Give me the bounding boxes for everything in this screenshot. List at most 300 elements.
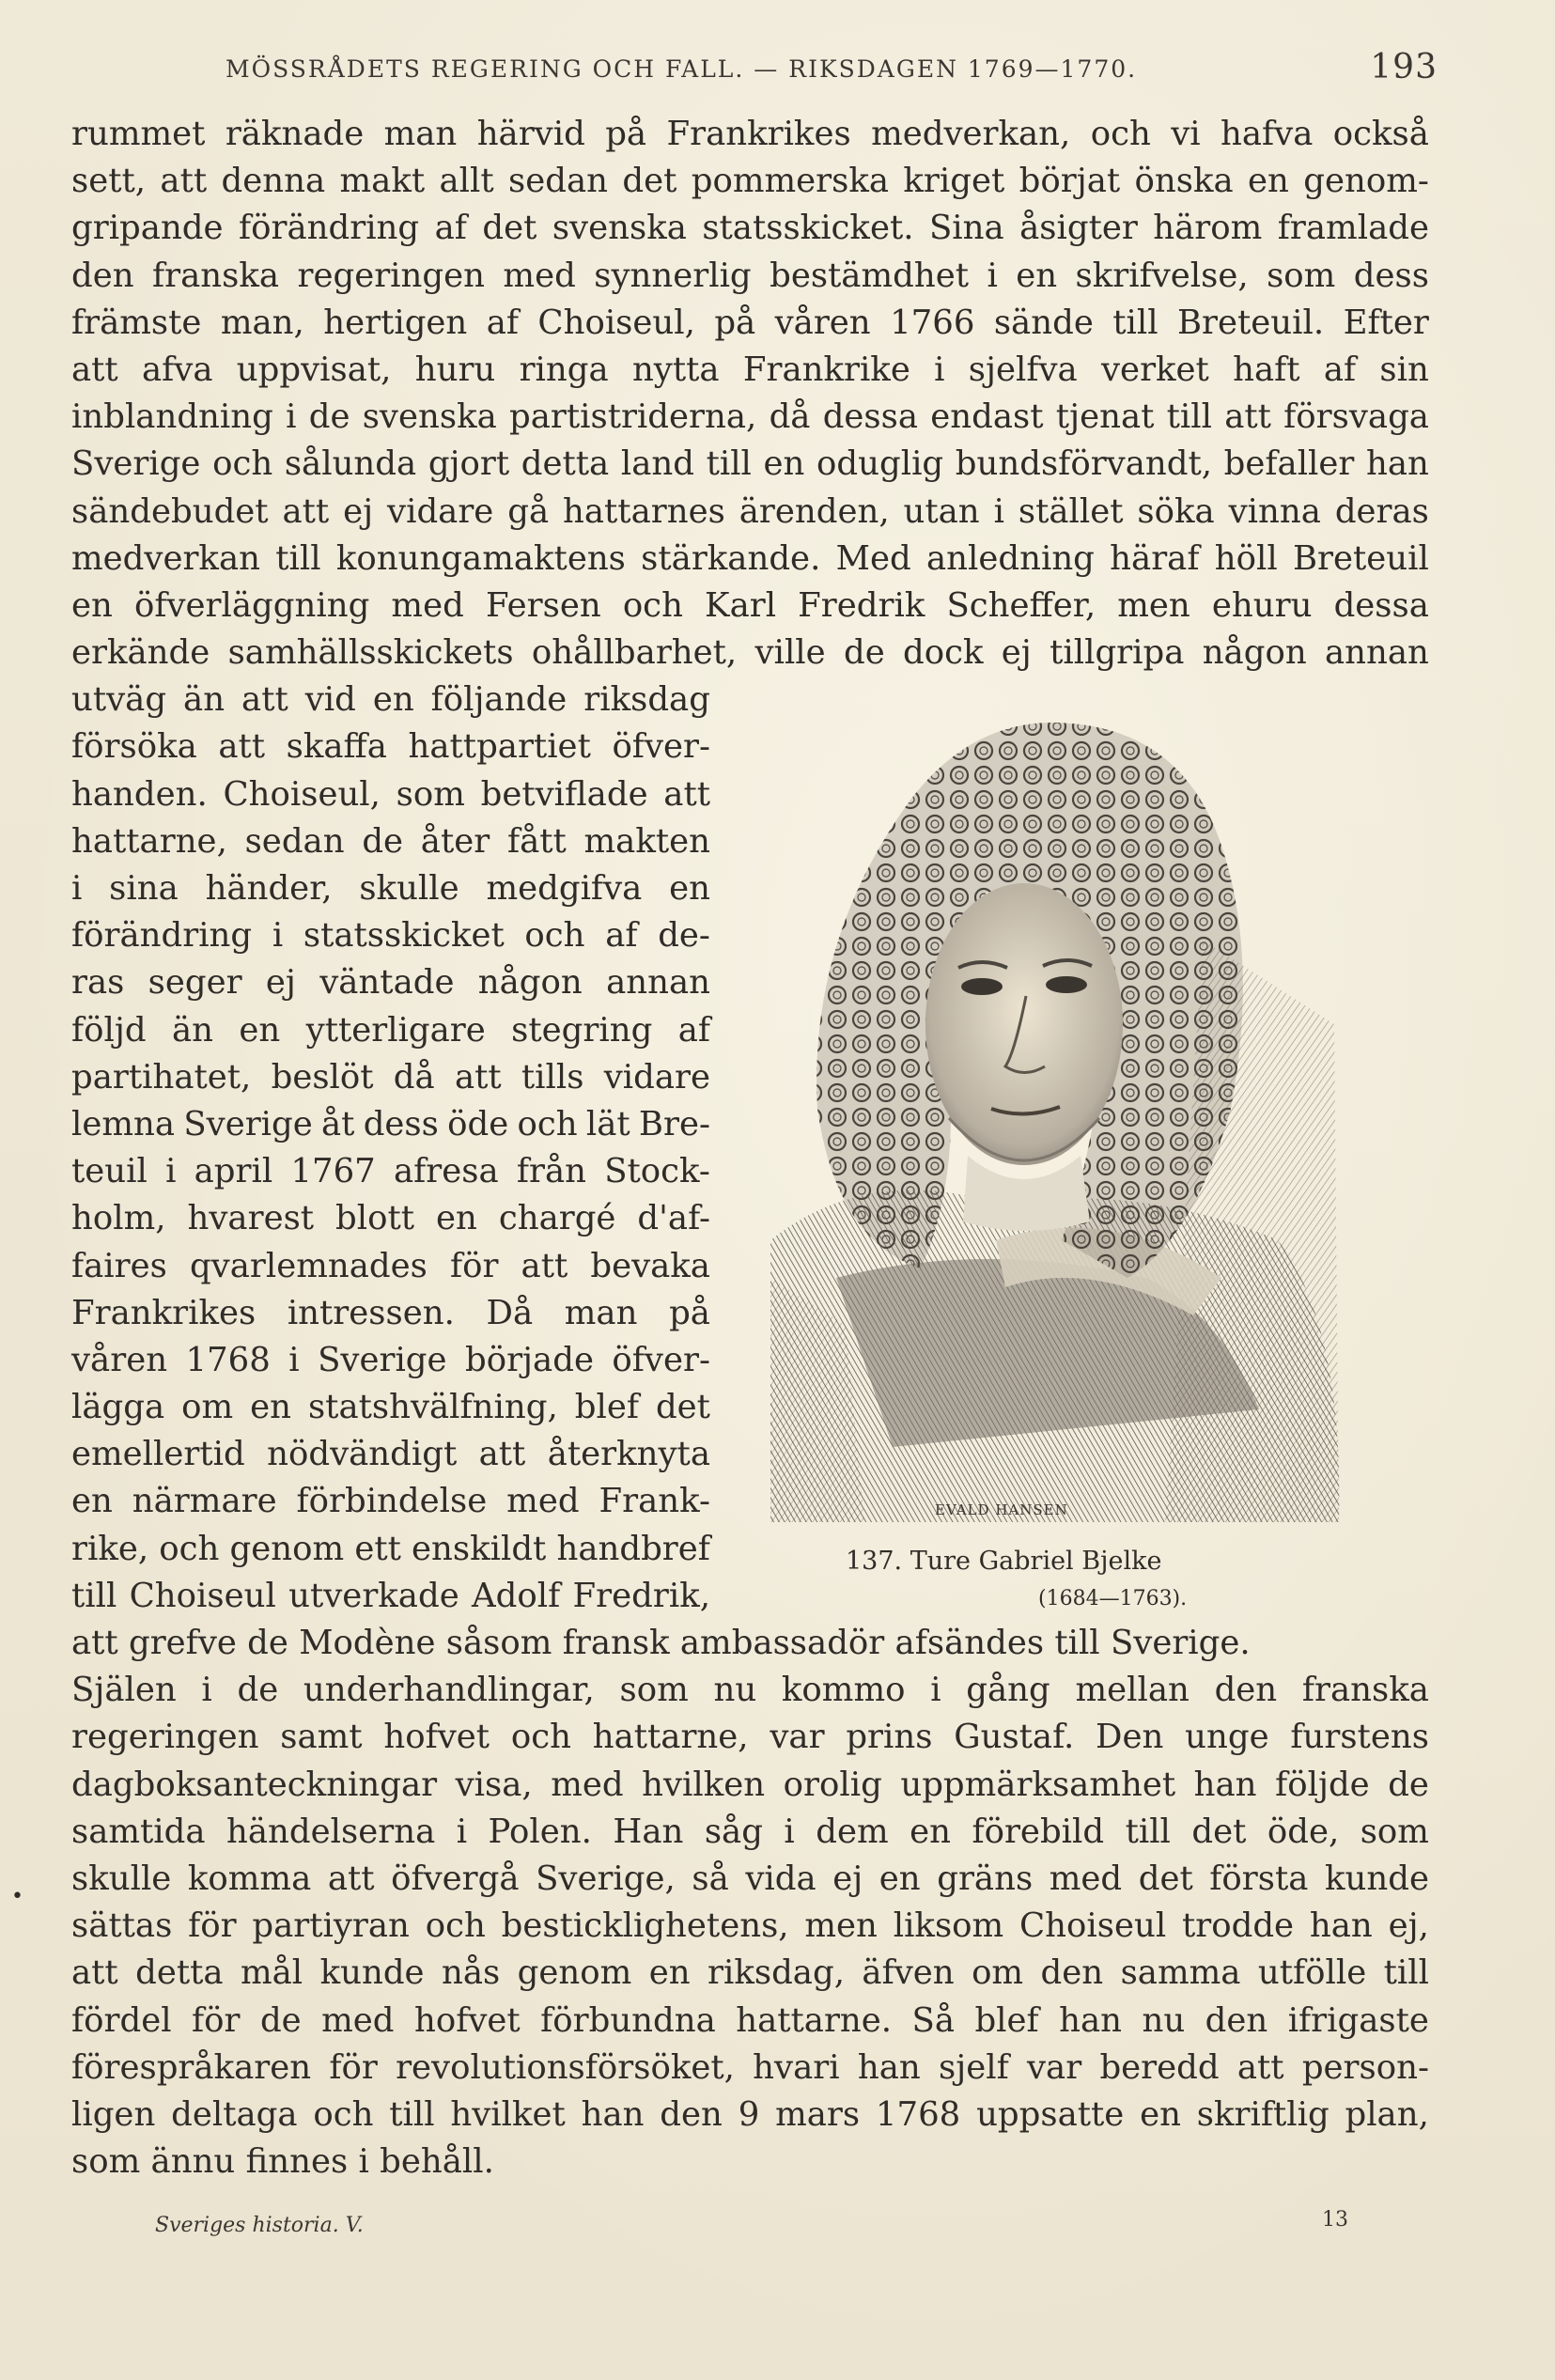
word: ville <box>754 633 826 673</box>
word: chargé <box>498 1199 616 1238</box>
page-number: 193 <box>1370 48 1438 86</box>
word: mål <box>240 1953 303 1993</box>
text-line <box>71 912 710 959</box>
word: Han <box>613 1812 684 1851</box>
word: hertigen <box>323 303 468 342</box>
word: handen. <box>71 774 208 814</box>
word: haft <box>1233 350 1300 389</box>
word: vinna <box>1228 491 1321 531</box>
word: den <box>1040 1953 1104 1993</box>
word: kommo <box>781 1671 906 1710</box>
word: pommerska <box>691 162 890 201</box>
word: man, <box>220 303 304 342</box>
word: de <box>362 821 404 861</box>
word: den <box>1205 2000 1268 2040</box>
word: förespråkaren <box>71 2047 312 2087</box>
word: samma <box>1120 1953 1241 1993</box>
text-line <box>71 2045 1429 2092</box>
text-line <box>71 300 1429 347</box>
word: bestämdhet <box>770 256 970 295</box>
figure-caption <box>846 1543 1372 1618</box>
word: att <box>218 727 266 767</box>
footer-signature-number: 13 <box>1322 2208 1348 2232</box>
text-line <box>71 1384 710 1431</box>
word: Choiseul <box>1019 1906 1167 1946</box>
word: svenska <box>362 397 497 437</box>
text-line <box>71 1809 1429 1856</box>
word: i <box>456 1812 468 1851</box>
word: medverkan <box>71 538 260 578</box>
word: hattarne. <box>736 2000 893 2040</box>
word: Frankrikes <box>71 1293 257 1332</box>
word: att <box>282 491 330 531</box>
word: sin <box>1379 350 1429 389</box>
word: ej <box>1001 633 1032 673</box>
word: nu <box>713 1671 757 1710</box>
word: en <box>910 1812 951 1851</box>
word: och <box>313 2094 374 2134</box>
text-line <box>71 723 710 770</box>
word: det <box>482 209 537 248</box>
word: nu <box>1142 2000 1186 2040</box>
artist-signature: EVALD HANSEN <box>935 1501 1068 1518</box>
paragraph-2-end: som ännu finnes i behåll. <box>71 2142 494 2182</box>
word: dess <box>1353 256 1429 295</box>
word: såg <box>704 1812 763 1851</box>
word: sålunda <box>284 444 417 484</box>
word: land <box>620 444 694 484</box>
text-line <box>71 1290 710 1337</box>
word: Med <box>835 538 911 578</box>
word: denna <box>221 162 326 201</box>
text-line <box>71 1667 1429 1714</box>
word: Stock- <box>604 1152 710 1191</box>
word: oduglig <box>816 444 944 484</box>
word: till <box>275 538 321 578</box>
word: vidare <box>603 1057 710 1097</box>
word: förändring <box>239 209 420 248</box>
word: tillgripa <box>1050 633 1185 673</box>
word: sina <box>109 869 179 908</box>
word: lägga <box>71 1388 165 1427</box>
word: förändring <box>71 916 253 956</box>
word: franska <box>152 256 280 295</box>
word: i <box>930 1671 941 1710</box>
word: dessa <box>822 397 919 437</box>
word: främste <box>71 303 202 342</box>
word: kunde <box>1324 1859 1429 1898</box>
word: följde <box>1275 1765 1370 1804</box>
word: att <box>71 1953 118 1993</box>
word: som <box>1360 1812 1429 1851</box>
word: 1768 <box>185 1340 271 1379</box>
word: kunde <box>319 1953 425 1993</box>
word: uppmärksamhet <box>900 1765 1176 1804</box>
word: regeringen <box>297 256 485 295</box>
text-line <box>71 441 1429 488</box>
word: följande <box>430 680 568 720</box>
word: våren <box>71 1340 168 1379</box>
word: riksdag, <box>708 1953 845 1993</box>
word: tjenat <box>1055 397 1155 437</box>
word: att <box>478 1435 526 1474</box>
word: hattarne, <box>592 1718 749 1757</box>
word: förbindelse <box>296 1482 488 1521</box>
word: svenska <box>552 209 687 248</box>
text-line <box>71 1762 1429 1809</box>
word: nås <box>442 1953 501 1993</box>
word: vid <box>304 680 356 720</box>
word: så <box>692 1859 729 1898</box>
word: dagboksanteckningar <box>71 1765 438 1804</box>
portrait-engraving <box>752 714 1353 1541</box>
word: sett, <box>71 162 147 201</box>
word: om <box>181 1388 234 1427</box>
word: Breteuil <box>1292 538 1429 578</box>
word: plan, <box>1345 2094 1429 2134</box>
word: sjelfva <box>968 350 1078 389</box>
word: enskildt <box>412 1529 547 1568</box>
word: som <box>396 774 465 814</box>
word: stället <box>1018 491 1124 531</box>
word: statsskicket <box>303 916 505 956</box>
word: Fredrik <box>798 585 925 625</box>
word: trodde <box>1182 1906 1295 1946</box>
text-line <box>71 865 710 912</box>
text-line <box>71 1007 710 1054</box>
word: härvid <box>476 115 585 153</box>
word: för <box>188 1906 237 1946</box>
word: det <box>1138 1859 1193 1898</box>
word: till <box>1166 397 1212 437</box>
word: i <box>165 1152 177 1191</box>
word: hattarne, <box>71 821 227 861</box>
word: rummet <box>71 115 206 153</box>
word: af <box>434 209 467 248</box>
word: sjelf <box>939 2047 1009 2087</box>
word: de <box>259 2000 302 2040</box>
word: skriftlig <box>1196 2094 1330 2134</box>
word: öfver- <box>612 727 710 767</box>
word: unge <box>1185 1718 1269 1757</box>
word: som <box>619 1671 689 1710</box>
word: blef <box>974 2000 1039 2040</box>
word: Frankrikes <box>666 115 851 153</box>
word: att <box>454 1057 502 1097</box>
text-line <box>71 1148 710 1195</box>
word: huru <box>414 350 496 389</box>
word: till <box>71 1576 117 1615</box>
word: en <box>239 1010 281 1050</box>
word: för <box>449 1246 499 1285</box>
text-line <box>71 1243 710 1290</box>
word: Polen. <box>488 1812 592 1851</box>
word: en <box>1140 2094 1181 2134</box>
word: sedan <box>244 821 345 861</box>
word: samt <box>280 1718 363 1757</box>
word: skulle <box>71 1859 172 1898</box>
word: i <box>934 350 945 389</box>
word: franska <box>1301 1671 1429 1710</box>
word: den <box>1214 1671 1278 1710</box>
word: på <box>605 115 647 153</box>
word: hattarnes <box>563 491 725 531</box>
word: de <box>308 397 350 437</box>
word: 1766 <box>890 303 975 342</box>
word: deras <box>1334 491 1429 531</box>
word: af <box>1323 350 1357 389</box>
word: Sverige <box>183 1104 313 1143</box>
word: hofvet <box>413 2000 521 2040</box>
word: om <box>972 1953 1024 1993</box>
word: mellan <box>1075 1671 1190 1710</box>
text-line <box>71 630 1429 677</box>
word: dock <box>903 633 984 673</box>
word: ytterligare <box>305 1010 486 1050</box>
word: 1767 <box>290 1152 376 1191</box>
word: Adolf <box>472 1576 561 1615</box>
word: partistriderna, <box>509 397 757 437</box>
caption-years: (1684—1763). <box>1038 1587 1188 1610</box>
word: utväg <box>71 680 167 720</box>
word: till <box>1112 303 1158 342</box>
text-line <box>71 1903 1429 1950</box>
word: var <box>770 1718 825 1757</box>
word: var <box>1026 2047 1082 2087</box>
portrait-illustration <box>752 714 1353 1541</box>
word: lemna <box>71 1104 176 1143</box>
word: gripande <box>71 209 224 248</box>
word: han <box>1193 1765 1257 1804</box>
word: dess <box>363 1104 439 1143</box>
word: statshvälfning, <box>307 1388 558 1427</box>
text-line <box>71 959 710 1006</box>
word: blef <box>574 1388 639 1427</box>
word: skrifvelse, <box>1075 256 1249 295</box>
word: af <box>605 916 638 956</box>
word: öde, <box>1267 1812 1340 1851</box>
text-line <box>71 489 1429 536</box>
word: ärenden, <box>739 491 890 531</box>
word: med <box>551 1765 624 1804</box>
word: partiyran <box>252 1906 410 1946</box>
word: öde <box>447 1104 509 1143</box>
word: kriget <box>903 162 1005 201</box>
word: ej, <box>1388 1906 1429 1946</box>
word: och <box>622 585 683 625</box>
word: de <box>1388 1765 1429 1804</box>
paragraph-1-full-width <box>71 111 1429 677</box>
word: hattpartiet <box>408 727 591 767</box>
word: Sverige <box>71 444 201 484</box>
text-line <box>71 111 1429 158</box>
word: hvarest <box>187 1199 315 1238</box>
text-line <box>71 2139 1429 2186</box>
word: han <box>1366 444 1429 484</box>
text-line <box>71 1431 710 1478</box>
word: stärkande. <box>641 538 821 578</box>
word: lät <box>585 1104 630 1143</box>
word: i <box>272 916 284 956</box>
word: det <box>655 1388 710 1427</box>
word: framlade <box>1277 209 1429 248</box>
word: första <box>1209 1859 1309 1898</box>
word: än <box>183 680 225 720</box>
word: Karl <box>705 585 777 625</box>
word: samtida <box>71 1812 206 1851</box>
word: och <box>212 444 273 484</box>
word: att <box>1236 2047 1284 2087</box>
text-line <box>71 1526 710 1573</box>
word: bevaka <box>590 1246 710 1285</box>
word: emellertid <box>71 1435 245 1474</box>
word: de- <box>658 916 710 956</box>
text-line <box>71 205 1429 252</box>
word: i <box>201 1671 212 1710</box>
caption-number: 137. <box>846 1547 903 1576</box>
word: erkände <box>71 633 210 673</box>
word: seger <box>148 963 242 1003</box>
word: medgifva <box>486 869 643 908</box>
word: Scheffer, <box>946 585 1096 625</box>
word: en <box>250 1388 291 1427</box>
word: blott <box>335 1199 415 1238</box>
word: ligen <box>71 2094 156 2134</box>
text-line <box>71 1856 1429 1903</box>
word: åter <box>420 821 490 861</box>
word: då <box>769 397 811 437</box>
word: började <box>464 1340 594 1379</box>
word: med <box>391 585 464 625</box>
word: vida <box>745 1859 816 1898</box>
word: skaffa <box>286 727 387 767</box>
word: gå <box>507 491 550 531</box>
word: fått <box>506 821 567 861</box>
word: i <box>784 1812 795 1851</box>
word: utfölle <box>1257 1953 1367 1993</box>
word: hvilket <box>450 2094 566 2134</box>
text-line <box>71 1950 1429 1997</box>
caption-name: Ture Gabriel Bjelke <box>910 1547 1162 1576</box>
word: han <box>1309 1906 1373 1946</box>
word: vi <box>1171 115 1201 153</box>
word: en <box>435 1199 477 1238</box>
text-line <box>71 536 1429 583</box>
text-line <box>71 818 710 865</box>
word: hvilken <box>642 1765 766 1804</box>
word: genom <box>517 1953 632 1993</box>
word: medverkan, <box>871 115 1071 153</box>
word: än <box>171 1010 214 1050</box>
word: att <box>160 162 208 201</box>
word: väntade <box>319 963 455 1003</box>
word: förbundna <box>540 2000 716 2040</box>
running-header <box>225 48 1438 89</box>
word: befaller <box>1223 444 1355 484</box>
word: de <box>843 633 885 673</box>
word: den <box>660 2094 723 2134</box>
word: dessa <box>1333 585 1429 625</box>
word: orolig <box>783 1765 882 1804</box>
word: förebild <box>972 1812 1105 1851</box>
word: synnerlig <box>594 256 752 295</box>
word: holm, <box>71 1199 166 1238</box>
word: det <box>622 162 677 201</box>
paragraph-2 <box>71 1667 1429 2139</box>
word: sättas <box>71 1906 173 1946</box>
word: och <box>1090 115 1151 153</box>
word: han <box>1059 2000 1123 2040</box>
word: ringa <box>519 350 609 389</box>
word: stegring <box>511 1010 653 1050</box>
text-line <box>71 583 1429 630</box>
word: det <box>1191 1812 1247 1851</box>
word: statsskicket. <box>702 209 914 248</box>
word: komma <box>187 1859 312 1898</box>
word: Så <box>911 2000 956 2040</box>
page-footer <box>155 2208 1348 2251</box>
word: en <box>71 1482 113 1521</box>
word: annan <box>606 963 710 1003</box>
word: person- <box>1301 2047 1429 2087</box>
word: närmare <box>132 1482 277 1521</box>
word: att <box>521 1246 568 1285</box>
word: den <box>71 256 134 295</box>
word: af <box>486 303 520 342</box>
word: makten <box>583 821 710 861</box>
text-line <box>71 394 1429 441</box>
margin-mark: • <box>11 1885 23 1908</box>
word: genom- <box>1303 162 1429 201</box>
word: bundsförvandt, <box>955 444 1213 484</box>
text-line <box>71 1054 710 1101</box>
word: Choiseul, <box>537 303 695 342</box>
word: åt <box>321 1104 355 1143</box>
word: åsigter <box>1019 209 1138 248</box>
word: en <box>1016 256 1058 295</box>
text-line <box>71 1101 710 1148</box>
word: med <box>321 2000 395 2040</box>
word: Sina <box>928 209 1004 248</box>
word: och <box>159 1529 220 1568</box>
word: för <box>329 2047 378 2087</box>
word: visa, <box>455 1765 533 1804</box>
word: en <box>372 680 414 720</box>
word: 1768 <box>875 2094 961 2134</box>
word: försöka <box>71 727 197 767</box>
word: partihatet, <box>71 1057 252 1097</box>
word: då <box>393 1057 435 1097</box>
word: en <box>879 1859 921 1898</box>
word: till <box>1383 1953 1429 1993</box>
word: mars <box>775 2094 861 2134</box>
word: en <box>1248 162 1289 201</box>
word: Fersen <box>485 585 601 625</box>
word: Choiseul, <box>223 774 381 814</box>
word: qvarlemnades <box>189 1246 428 1285</box>
word: dem <box>816 1812 889 1851</box>
word: ej <box>832 1859 863 1898</box>
word: han <box>857 2047 921 2087</box>
word: ett <box>354 1529 401 1568</box>
word: afresa <box>393 1152 499 1191</box>
word: börjat <box>1019 162 1121 201</box>
word: Gustaf. <box>954 1718 1075 1757</box>
text-line <box>71 1337 710 1384</box>
word: skulle <box>359 869 459 908</box>
word: Då <box>486 1293 534 1332</box>
text-line <box>71 2092 1429 2139</box>
